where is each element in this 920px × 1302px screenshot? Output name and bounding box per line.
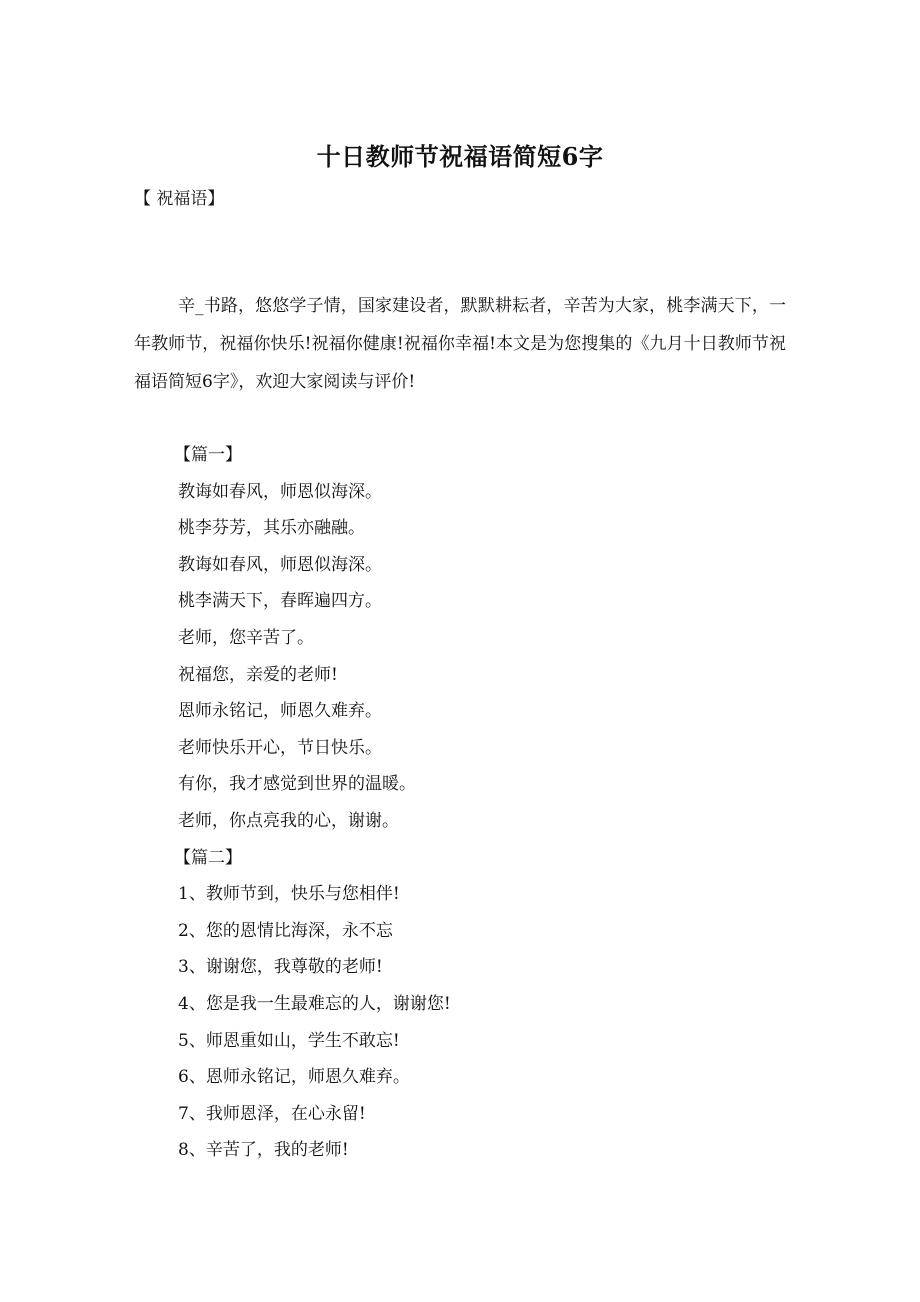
numbered-blessing: 5、师恩重如山，学生不敢忘! [178, 1030, 400, 1051]
blessing-line: 老师，您辛苦了。 [178, 627, 314, 648]
blessing-line: 老师快乐开心，节日快乐。 [178, 737, 382, 758]
blessing-line: 有你，我才感觉到世界的温暖。 [178, 774, 416, 795]
blessing-list [174, 437, 451, 1169]
numbered-blessing: 7、我师恩泽，在心永留! [178, 1103, 366, 1124]
numbered-blessing: 4、您是我一生最难忘的人，谢谢您! [178, 993, 451, 1014]
numbered-blessing: 2、您的恩情比海深，永不忘 [178, 920, 393, 941]
numbered-blessing: 8、辛苦了，我的老师! [178, 1140, 349, 1161]
document-title: 十日教师节祝福语简短6字 [316, 142, 604, 171]
numbered-blessing: 6、恩师永铭记，师恩久难弃。 [178, 1067, 410, 1088]
blessing-line: 老师，你点亮我的心，谢谢。 [178, 810, 399, 831]
blessing-line: 祝福您，亲爱的老师! [178, 664, 338, 685]
section-heading: 【篇二】 [174, 847, 242, 868]
blessing-line: 桃李满天下，春晖遍四方。 [178, 591, 382, 612]
intro-paragraph: 辛_书路，悠悠学子情，国家建设者，默默耕耘者，辛苦为大家，桃李满天下，一年教师节，祝福你快乐!祝福你健康!祝福你幸福!本文是为您搜集的《九月十日教师节祝福语简短6字》，欢迎大家阅读与评价! [134, 296, 786, 392]
category-tag: 【 祝福语】 [134, 189, 225, 209]
section-heading: 【篇一】 [174, 445, 242, 465]
blessing-line: 恩师永铭记，师恩久难弃。 [178, 701, 382, 722]
blessing-line: 教诲如春风，师恩似海深。 [178, 554, 382, 575]
blessing-line: 桃李芬芳，其乐亦融融。 [178, 518, 365, 539]
numbered-blessing: 1、教师节到，快乐与您相伴! [178, 884, 400, 905]
numbered-blessing: 3、谢谢您，我尊敬的老师! [178, 957, 383, 978]
blessing-line: 教诲如春风，师恩似海深。 [178, 481, 382, 502]
